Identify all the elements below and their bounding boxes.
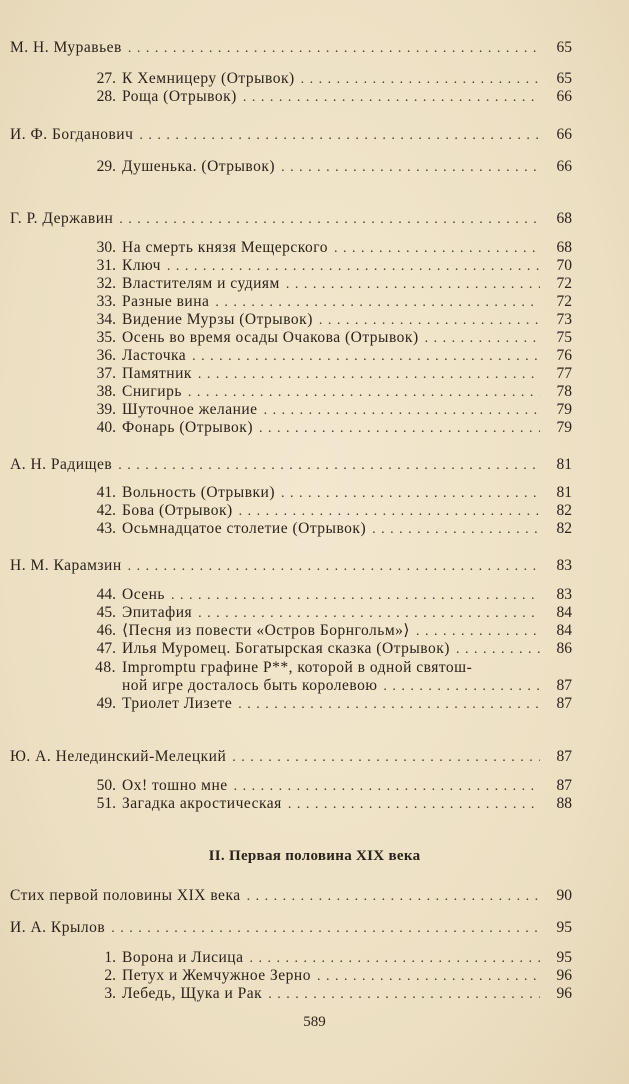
- entry-page-number: 70: [556, 257, 572, 274]
- entry-page-number: 66: [556, 158, 572, 175]
- entry-number: 51.: [96, 795, 116, 812]
- author-name: Ю. А. Нелединский-Мелецкий: [10, 748, 227, 765]
- entry-number: 44.: [96, 586, 116, 603]
- leader-dots: [456, 640, 540, 660]
- entry-page-number: 73: [556, 311, 572, 328]
- entry-title: Илья Муромец. Богатырская сказка (Отрывок): [122, 640, 450, 657]
- entry-page-number: 81: [556, 456, 572, 473]
- leader-dots: [259, 419, 540, 439]
- toc-entry[interactable]: [88, 157, 572, 178]
- entry-number: 37.: [96, 365, 116, 382]
- entry-title: К Хемницеру (Отрывок): [122, 70, 295, 87]
- leader-dots: [281, 158, 540, 178]
- entry-number: 46.: [96, 622, 116, 639]
- entry-number: 28.: [96, 88, 116, 105]
- entry-title: Видение Мурзы (Отрывок): [122, 311, 313, 328]
- entry-title: ⟨Песня из повести «Остров Борнгольм»⟩: [122, 622, 410, 639]
- entry-page-number: 66: [556, 126, 572, 143]
- entry-number: 48.: [95, 659, 116, 676]
- entry-number: 34.: [96, 311, 116, 328]
- entry-title: Ох! тошно мне: [122, 777, 228, 794]
- leader-dots: [372, 520, 540, 540]
- page-number: 589: [303, 1014, 326, 1030]
- entry-number: 47.: [96, 640, 116, 657]
- entry-title: Ключ: [122, 257, 161, 274]
- toc-entry[interactable]: [88, 984, 572, 1005]
- entry-page-number: 87: [556, 777, 572, 794]
- entry-page-number: 66: [556, 88, 572, 105]
- entry-page-number: 82: [556, 520, 572, 537]
- entry-page-number: 88: [556, 795, 572, 812]
- entry-page-number: 86: [556, 640, 572, 657]
- entry-title: Ласточка: [122, 347, 187, 364]
- entry-number: 33.: [96, 293, 116, 310]
- entry-number: 41.: [96, 484, 116, 501]
- entry-page-number: 72: [556, 293, 572, 310]
- leader-dots: [247, 887, 540, 907]
- entry-title: Осьмнадцатое столетие (Отрывок): [122, 520, 367, 537]
- entry-number: 2.: [104, 967, 116, 984]
- author-name: М. Н. Муравьев: [10, 39, 122, 56]
- toc-entry[interactable]: [88, 639, 572, 660]
- author-name: Н. М. Карамзин: [10, 557, 122, 574]
- entry-page-number: 95: [556, 919, 572, 936]
- entry-page-number: 79: [556, 401, 572, 418]
- toc-author-entry[interactable]: [10, 455, 572, 476]
- toc-entry[interactable]: [88, 87, 572, 108]
- leader-dots: [128, 39, 540, 59]
- entry-page-number: 90: [556, 887, 572, 904]
- leader-dots: [288, 795, 540, 815]
- entry-page-number: 84: [556, 604, 572, 621]
- author-name: А. Н. Радищев: [10, 456, 113, 473]
- toc-author-entry[interactable]: [10, 747, 572, 768]
- entry-title: Осень во время осады Очакова (Отрывок): [122, 329, 419, 346]
- entry-title: Триолет Лизете: [122, 695, 233, 712]
- leader-dots: [243, 88, 540, 108]
- toc-entry[interactable]: [88, 794, 572, 815]
- toc-author-entry[interactable]: [10, 556, 572, 577]
- entry-title: Загадка акростическая: [122, 795, 282, 812]
- toc-entry[interactable]: [88, 418, 572, 439]
- entry-number: 27.: [96, 70, 116, 87]
- author-name: И. А. Крылов: [10, 919, 106, 936]
- entry-title: Разные вина: [122, 293, 210, 310]
- entry-title: Эпитафия: [122, 604, 193, 621]
- entry-number: 30.: [96, 239, 116, 256]
- entry-title: Роща (Отрывок): [122, 88, 237, 105]
- entry-number: 31.: [96, 257, 116, 274]
- entry-page-number: 96: [556, 967, 572, 984]
- entry-page-number: 65: [556, 39, 572, 56]
- entry-title: Ворона и Лисица: [122, 949, 244, 966]
- entry-number: 36.: [96, 347, 116, 364]
- toc-author-entry[interactable]: [10, 125, 572, 146]
- entry-title: Бова (Отрывок): [122, 502, 233, 519]
- leader-dots: [268, 985, 540, 1005]
- toc-entry-line: [88, 658, 472, 678]
- leader-dots: [238, 695, 540, 715]
- section-heading: II. Первая половина XIX века: [208, 848, 421, 864]
- entry-page-number: 76: [556, 347, 572, 364]
- entry-number: 50.: [96, 777, 116, 794]
- entry-page-number: 77: [556, 365, 572, 382]
- entry-title: Душенька. (Отрывок): [122, 158, 276, 175]
- entry-title: Фонарь (Отрывок): [122, 419, 254, 436]
- toc-author-entry[interactable]: [10, 918, 572, 939]
- entry-title: Петух и Жемчужное Зерно: [122, 967, 311, 984]
- entry-number: 35.: [96, 329, 116, 346]
- entry-number: 29.: [96, 158, 116, 175]
- toc-author-entry[interactable]: [10, 38, 572, 59]
- entry-title: Вольность (Отрывки): [122, 484, 276, 501]
- entry-page-number: 83: [556, 557, 572, 574]
- toc-author-entry[interactable]: [10, 209, 572, 230]
- entry-page-number: 75: [556, 329, 572, 346]
- entry-page-number: 96: [556, 985, 572, 1002]
- toc-author-entry[interactable]: [10, 886, 572, 907]
- toc-entry[interactable]: [88, 519, 572, 540]
- entry-title: Властителям и судиям: [122, 275, 280, 292]
- entry-title: На смерть князя Мещерского: [122, 239, 328, 256]
- entry-title: Осень: [122, 586, 166, 603]
- entry-page-number: 68: [556, 210, 572, 227]
- entry-title: Лебедь, Щука и Рак: [122, 985, 263, 1002]
- leader-dots: [232, 748, 540, 768]
- entry-number: 40.: [96, 419, 116, 436]
- entry-title: Impromptu графине Р**, которой в одной святош-: [122, 659, 473, 676]
- entry-page-number: 95: [556, 949, 572, 966]
- entry-title: Снигирь: [122, 383, 182, 400]
- toc-entry[interactable]: [88, 694, 572, 715]
- entry-page-number: 68: [556, 239, 572, 256]
- entry-number: 49.: [96, 695, 116, 712]
- entry-number: 38.: [96, 383, 116, 400]
- leader-dots: [111, 919, 540, 939]
- entry-page-number: 79: [556, 419, 572, 436]
- leader-dots: [139, 126, 540, 146]
- entry-page-number: 81: [556, 484, 572, 501]
- entry-page-number: 84: [556, 622, 572, 639]
- entry-page-number: 87: [556, 748, 572, 765]
- entry-page-number: 87: [556, 695, 572, 712]
- leader-dots: [118, 456, 540, 476]
- entry-number: 39.: [96, 401, 116, 418]
- author-name: Стих первой половины XIX века: [10, 887, 241, 904]
- leader-dots: [128, 557, 540, 577]
- entry-number: 45.: [96, 604, 116, 621]
- entry-page-number: 72: [556, 275, 572, 292]
- entry-title: Шуточное желание: [122, 401, 258, 418]
- entry-page-number: 78: [556, 383, 572, 400]
- entry-number: 3.: [104, 985, 116, 1002]
- entry-title-continued: ной игре досталось быть королевою: [122, 677, 378, 694]
- entry-number: 42.: [96, 502, 116, 519]
- entry-page-number: 83: [556, 586, 572, 603]
- entry-number: 1.: [104, 949, 116, 966]
- entry-page-number: 65: [556, 70, 572, 87]
- entry-title: Памятник: [122, 365, 192, 382]
- entry-number: 43.: [96, 520, 116, 537]
- entry-page-number: 87: [556, 677, 572, 694]
- leader-dots: [119, 210, 540, 230]
- author-name: И. Ф. Богданович: [10, 126, 134, 143]
- entry-page-number: 82: [556, 502, 572, 519]
- entry-number: 32.: [96, 275, 116, 292]
- author-name: Г. Р. Державин: [10, 210, 114, 227]
